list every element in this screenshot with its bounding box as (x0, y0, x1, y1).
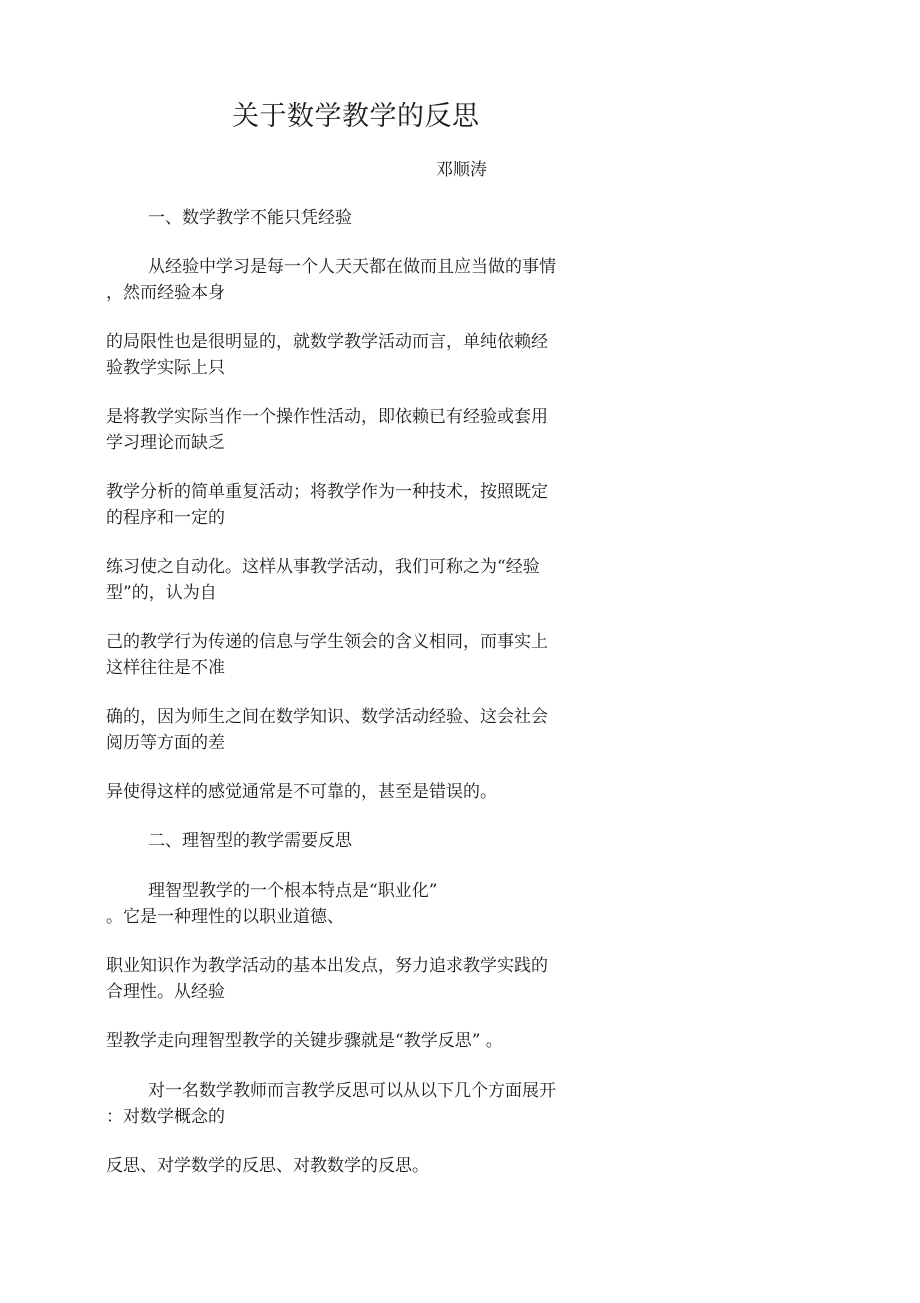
paragraph-line: ：对数学概念的 (106, 1107, 225, 1127)
document-title: 关于数学教学的反思 (232, 101, 480, 132)
paragraph-line: 理智型教学的一个根本特点是“职业化” (148, 881, 438, 901)
paragraph-line: 确的，因为师生之间在数学知识、数学活动经验、这会社会 (106, 707, 548, 727)
paragraph-line: 型”的，认为自 (106, 583, 217, 603)
section-heading-1: 一、数学教学不能只凭经验 (148, 208, 352, 228)
author-name: 邓顺涛 (436, 160, 487, 180)
paragraph-line: 合理性。从经验 (106, 982, 225, 1002)
paragraph-line: 对一名数学教师而言教学反思可以从以下几个方面展开 (148, 1081, 556, 1101)
paragraph-line: 学习理论而缺乏 (106, 433, 225, 453)
paragraph-line: 的程序和一定的 (106, 508, 225, 528)
paragraph-line: 己的教学行为传递的信息与学生领会的含义相同，而事实上 (106, 632, 548, 652)
paragraph-line: 反思、对学数学的反思、对教数学的反思。 (106, 1156, 429, 1176)
paragraph-line: 异使得这样的感觉通常是不可靠的，甚至是错误的。 (106, 782, 497, 802)
paragraph-line: 是将教学实际当作一个操作性活动，即依赖已有经验或套用 (106, 407, 548, 427)
paragraph-line: 型教学走向理智型教学的关键步骤就是“教学反思” 。 (106, 1031, 503, 1051)
paragraph-line: 练习使之自动化。这样从事教学活动，我们可称之为“经验 (106, 557, 540, 577)
paragraph-line: 教学分析的简单重复活动；将教学作为一种技术，按照既定 (106, 482, 548, 502)
paragraph-line: 职业知识作为教学活动的基本出发点，努力追求教学实践的 (106, 956, 548, 976)
paragraph-line: 。它是一种理性的以职业道德、 (106, 907, 344, 927)
paragraph-line: 的局限性也是很明显的，就数学教学活动而言，单纯依赖经 (106, 332, 548, 352)
section-heading-2: 二、理智型的教学需要反思 (148, 831, 352, 851)
paragraph-line: 这样往往是不准 (106, 658, 225, 678)
paragraph-line: ，然而经验本身 (106, 283, 225, 303)
paragraph-line: 阅历等方面的差 (106, 733, 225, 753)
paragraph-line: 验教学实际上只 (106, 358, 225, 378)
paragraph-line: 从经验中学习是每一个人天天都在做而且应当做的事情 (148, 257, 556, 277)
